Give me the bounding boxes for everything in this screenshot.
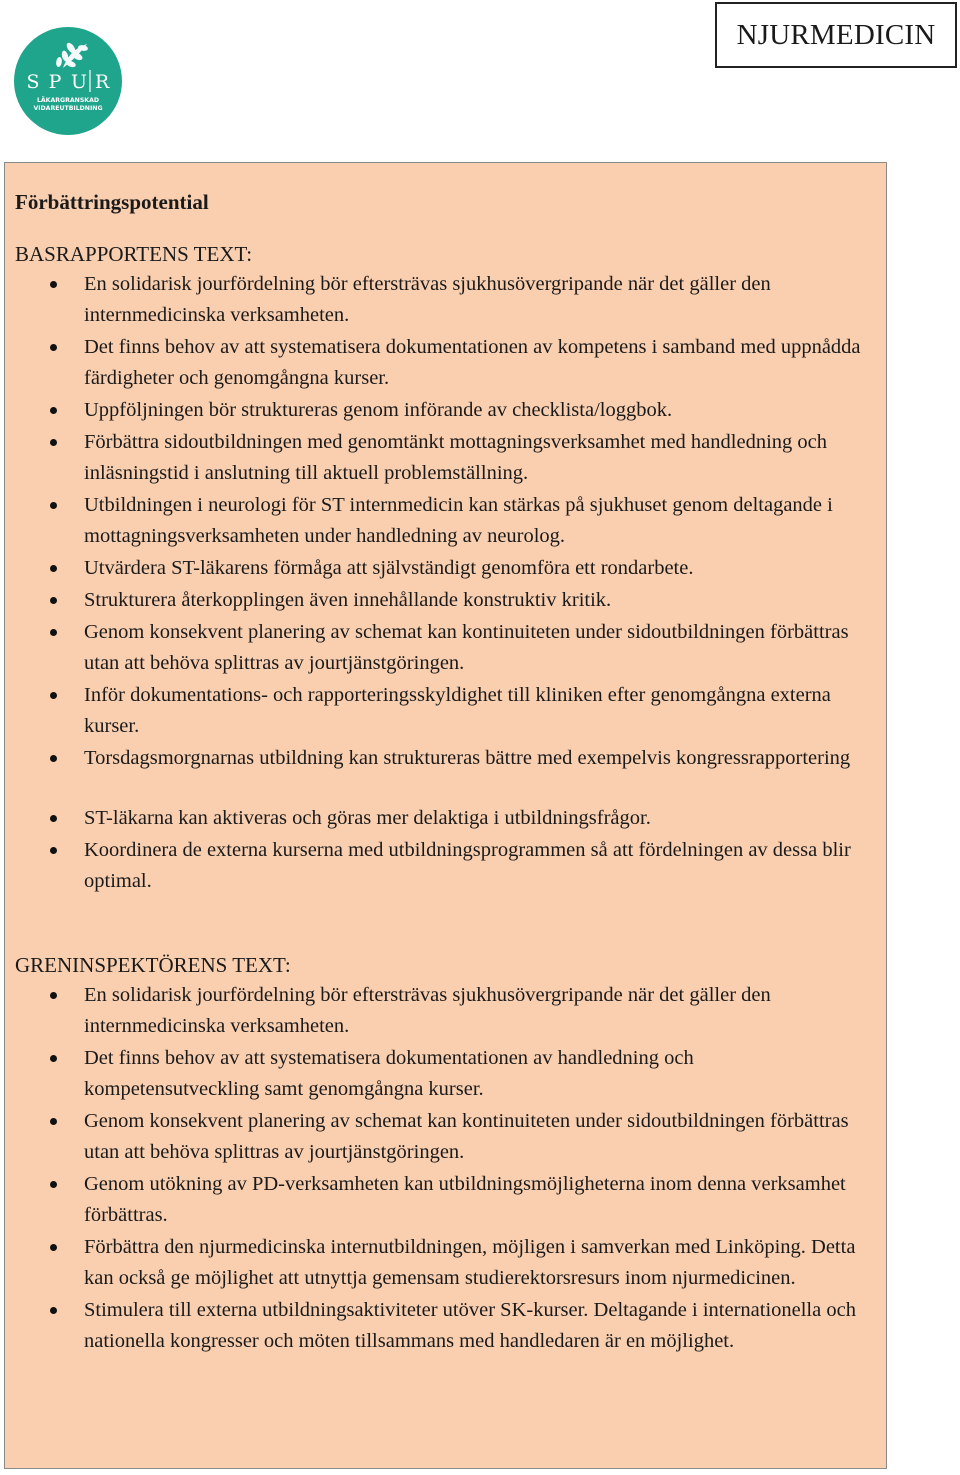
bullet-icon: [50, 1244, 57, 1251]
logo-letter: U: [70, 71, 88, 93]
bullet-icon: [50, 755, 57, 762]
list-item: Utvärdera ST-läkarens förmåga att självständigt genomföra ett rondarbete.: [5, 553, 880, 584]
list-item: Inför dokumentations- och rapporteringsskyldighet till kliniken efter genomgångna externa kurser.: [5, 680, 880, 742]
list-item: Förbättra den njurmedicinska internutbildningen, möjligen i samverkan med Linköping. Detta kan också ge möjlighet att utnyttja gemensam studierektorsresurs inom njurmedicinen.: [5, 1232, 880, 1294]
list-item: En solidarisk jourfördelning bör eftersträvas sjukhusövergripande när det gäller den internmedicinska verksamheten.: [5, 269, 880, 331]
greninspektor-list: [5, 980, 880, 1358]
logo-letter: R: [94, 71, 110, 93]
bullet-icon: [50, 1181, 57, 1188]
list-item: Det finns behov av att systematisera dokumentationen av kompetens i samband med uppnådda färdigheter och genomgångna kurser.: [5, 332, 880, 394]
logo-letter: S: [26, 71, 40, 93]
logo-subtitle: LÄKARGRANSKAD: [36, 97, 100, 104]
bullet-icon: [50, 1118, 57, 1125]
list-item: Torsdagsmorgnarnas utbildning kan struktureras bättre med exempelvis kongressrapportering: [5, 743, 880, 774]
spur-logo-mark: [13, 26, 123, 136]
list-item: Stimulera till externa utbildningsaktiviteter utöver SK-kurser. Deltagande i internationella och nationella kongresser och möten tillsammans med handledaren är en möjlighet.: [5, 1295, 880, 1357]
section-heading-greninspektor: GRENINSPEKTÖRENS TEXT:: [15, 953, 291, 977]
logo-letter: P: [48, 71, 62, 93]
bullet-icon: [50, 502, 57, 509]
bullet-icon: [50, 692, 57, 699]
bullet-icon: [50, 1055, 57, 1062]
bullet-icon: [50, 992, 57, 999]
list-item: Uppföljningen bör struktureras genom införande av checklista/loggbok.: [5, 395, 880, 426]
bullet-icon: [50, 597, 57, 604]
bullet-icon: [50, 407, 57, 414]
list-item: ST-läkarna kan aktiveras och göras mer delaktiga i utbildningsfrågor.: [5, 803, 880, 834]
list-item: Det finns behov av att systematisera dokumentationen av handledning och kompetensutveckling samt genomgångna kurser.: [5, 1043, 880, 1105]
list-item: Genom konsekvent planering av schemat kan kontinuiteten under sidoutbildningen förbättras utan att behöva splittras av jourtjänstgöringen.: [5, 1106, 880, 1168]
improvement-panel: [4, 162, 887, 1469]
list-item: Koordinera de externa kurserna med utbildningsprogrammen så att fördelningen av dessa blir optimal.: [5, 835, 880, 897]
list-item: Förbättra sidoutbildningen med genomtänkt mottagningsverksamhet med handledning och inläsningstid i anslutning till aktuell problemställning.: [5, 427, 880, 489]
panel-title: Förbättringspotential: [15, 190, 209, 214]
list-item: Genom utökning av PD-verksamheten kan utbildningsmöjligheterna inom denna verksamhet förbättras.: [5, 1169, 880, 1231]
bullet-icon: [50, 565, 57, 572]
list-item: Genom konsekvent planering av schemat kan kontinuiteten under sidoutbildningen förbättras utan att behöva splittras av jourtjänstgöringen.: [5, 617, 880, 679]
bullet-icon: [50, 439, 57, 446]
bullet-icon: [50, 629, 57, 636]
bullet-icon: [50, 847, 57, 854]
bullet-icon: [50, 815, 57, 822]
basrapport-list: [5, 269, 880, 898]
bullet-icon: [50, 344, 57, 351]
section-heading-basrapport: BASRAPPORTENS TEXT:: [15, 242, 253, 266]
list-item: Strukturera återkopplingen även innehållande konstruktiv kritik.: [5, 585, 880, 616]
logo-subtitle: VIDAREUTBILDNING: [33, 105, 103, 112]
bullet-icon: [50, 281, 57, 288]
department-label: NJURMEDICIN: [715, 2, 957, 68]
spur-logo: [13, 26, 123, 136]
bullet-icon: [50, 1307, 57, 1314]
list-item: En solidarisk jourfördelning bör eftersträvas sjukhusövergripande när det gäller den internmedicinska verksamheten.: [5, 980, 880, 1042]
list-item: Utbildningen i neurologi för ST internmedicin kan stärkas på sjukhuset genom deltagande i mottagningsverksamheten under handledning av neurolog.: [5, 490, 880, 552]
